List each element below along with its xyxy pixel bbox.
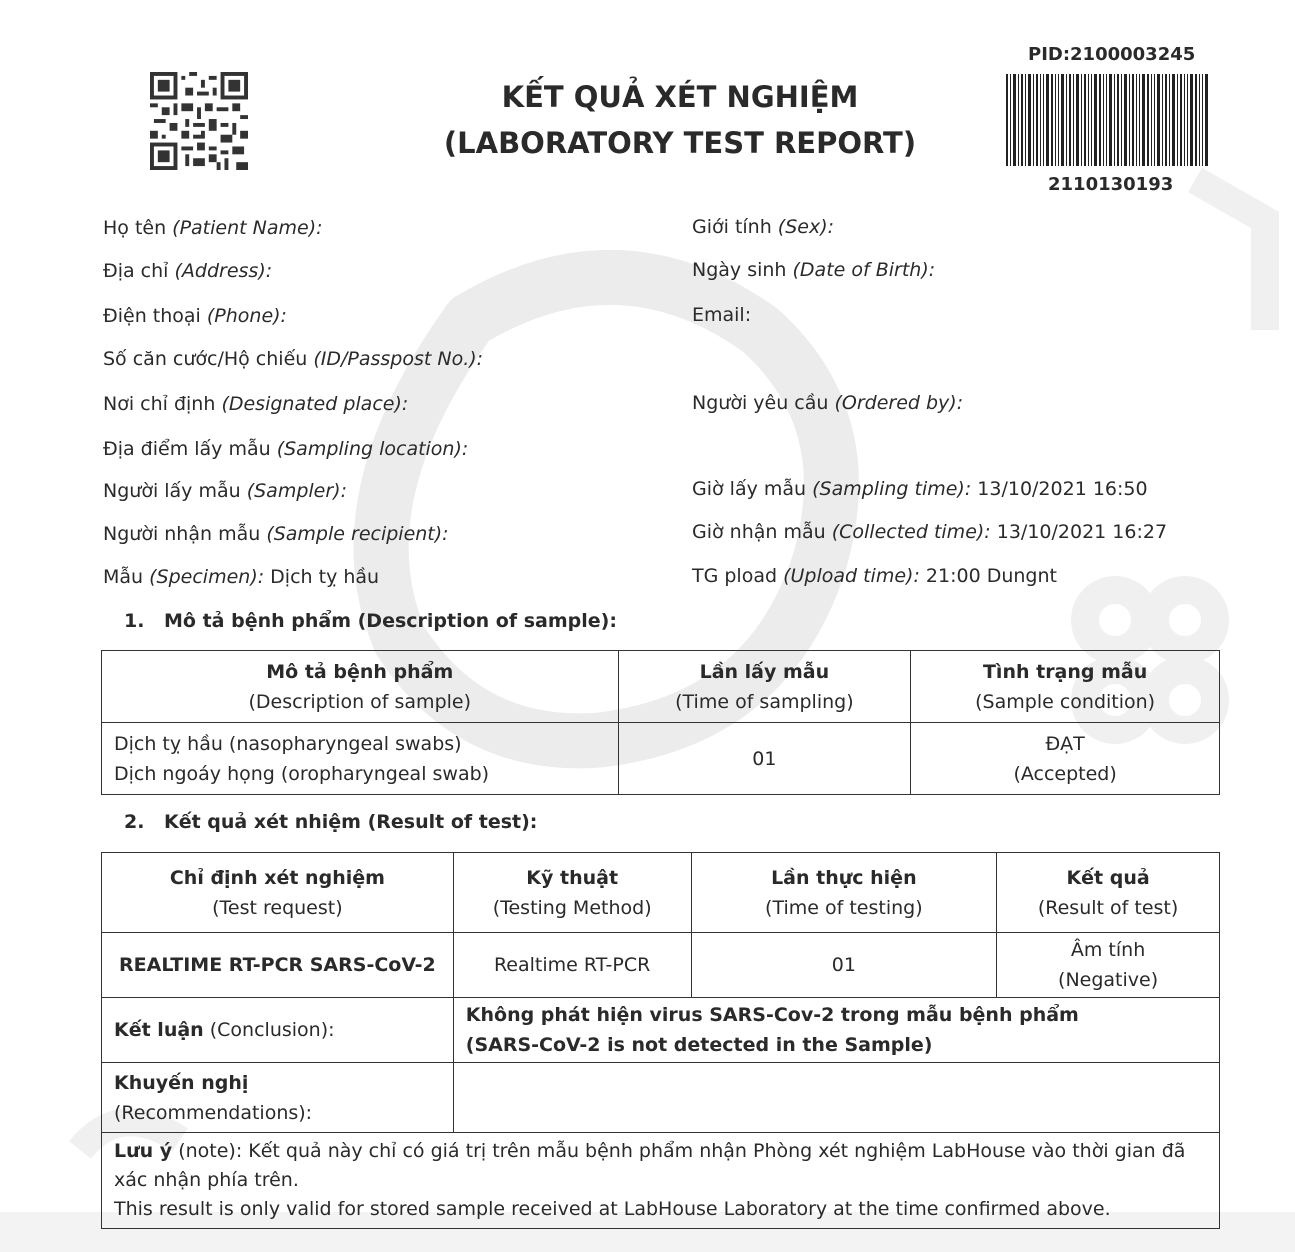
field-label-en: (Designated place): <box>221 393 409 415</box>
section1-heading <box>124 610 617 632</box>
conclusion-label-en: (Conclusion): <box>203 1019 335 1041</box>
header-cell <box>691 853 997 933</box>
note-line-3: This result is only valid for stored sample received at LabHouse Laboratory at the time confirmed above. <box>114 1198 1111 1220</box>
report-title-vi: KẾT QUẢ XÉT NGHIỆM <box>501 80 859 114</box>
field-label-en: (Upload time): <box>783 565 920 587</box>
section-title: Kết quả xét nhiệm (Result of test): <box>164 811 538 833</box>
field-label-en: (Sex): <box>777 216 835 238</box>
field-sex <box>692 216 834 238</box>
conclusion-row <box>102 998 1220 1063</box>
condition-vi: ĐẠT <box>1045 732 1085 755</box>
field-sampling-location <box>103 438 468 460</box>
header-cell <box>102 651 619 723</box>
field-upload-time <box>692 565 1057 587</box>
sampling-times-cell: 01 <box>618 723 911 795</box>
field-phone <box>103 305 287 327</box>
field-label-en: (ID/Passpost No.): <box>313 348 484 370</box>
field-label-en: (Collected time): <box>831 521 991 543</box>
barcode <box>1006 74 1209 166</box>
barcode-number: 2110130193 <box>1048 174 1174 195</box>
test-result-table <box>101 852 1220 1229</box>
header-en: (Testing Method) <box>492 896 652 919</box>
field-label-vi: Họ tên <box>103 217 173 239</box>
field-label-vi: Số căn cước/Hộ chiếu <box>103 348 314 370</box>
field-label-vi: Địa điểm lấy mẫu <box>103 438 277 460</box>
report-title-en: (LABORATORY TEST REPORT) <box>443 126 917 160</box>
field-label-vi: TG pload <box>692 565 784 587</box>
field-designated-place <box>103 393 408 415</box>
sample-description-table <box>101 650 1220 795</box>
recommendation-row <box>102 1063 1220 1133</box>
field-label-vi: Giờ nhận mẫu <box>692 521 832 543</box>
header-vi: Lần thực hiện <box>771 866 917 889</box>
qr-code <box>150 72 248 170</box>
testing-times-cell: 01 <box>691 933 997 998</box>
field-label-en: (Date of Birth): <box>792 259 936 281</box>
field-value: 21:00 Dungnt <box>919 565 1057 587</box>
header-cell <box>102 853 454 933</box>
field-label-en: (Phone): <box>206 305 287 327</box>
table-header-row <box>102 651 1220 723</box>
field-label-en: (Specimen): <box>149 566 265 588</box>
field-patient-name <box>103 217 323 239</box>
recommendation-label-en: (Recommendations): <box>114 1101 313 1124</box>
sample-condition-cell <box>911 723 1220 795</box>
section-title: Mô tả bệnh phẩm (Description of sample): <box>164 610 617 632</box>
patient-id: PID:2100003245 <box>1028 44 1196 65</box>
field-label-en: (Sampler): <box>246 480 347 502</box>
header-cell <box>911 651 1220 723</box>
header-en: (Sample condition) <box>975 690 1156 713</box>
field-label-vi: Địa chỉ <box>103 260 175 282</box>
header-vi: Kết quả <box>1066 866 1150 889</box>
header-vi: Lần lấy mẫu <box>699 660 830 683</box>
field-label-vi: Giới tính <box>692 216 778 238</box>
field-label-en: (Sample recipient): <box>266 523 449 545</box>
note-line-1: (note): Kết quả này chỉ có giá trị trên mẫu bệnh phẩm nhận Phòng xét nghiệm LabHouse vào thời gian đã <box>172 1140 1186 1162</box>
header-en: (Result of test) <box>1037 896 1179 919</box>
recommendation-value-cell <box>453 1063 1219 1133</box>
header-en: (Time of sampling) <box>675 690 854 713</box>
section-number: 1. <box>124 610 145 632</box>
header-cell <box>997 853 1220 933</box>
conclusion-text-en: (SARS-CoV-2 is not detected in the Sample) <box>465 1034 933 1056</box>
test-result-cell <box>997 933 1220 998</box>
note-line-2: xác nhận phía trên. <box>114 1169 299 1191</box>
field-label-vi: Mẫu <box>103 566 150 588</box>
field-id-passport <box>103 348 483 370</box>
field-sample-recipient <box>103 523 449 545</box>
field-label-vi: Người yêu cầu <box>692 392 835 414</box>
section2-heading <box>124 811 537 833</box>
conclusion-text-cell <box>453 998 1219 1063</box>
field-label-vi: Điện thoại <box>103 305 207 327</box>
field-label-en: (Sampling time): <box>812 478 972 500</box>
sample-desc-2: Dịch ngoáy họng (oropharyngeal swab) <box>114 762 490 785</box>
field-label-en: (Patient Name): <box>172 217 323 239</box>
table-header-row <box>102 853 1220 933</box>
field-address <box>103 260 272 282</box>
note-row <box>102 1133 1220 1229</box>
result-en: (Negative) <box>1058 969 1159 991</box>
header-vi: Kỹ thuật <box>526 866 619 889</box>
field-label-en: (Sampling location): <box>276 438 469 460</box>
field-label-en: (Address): <box>174 260 273 282</box>
recommendation-label-cell <box>102 1063 454 1133</box>
testing-method-cell: Realtime RT-PCR <box>453 933 691 998</box>
field-email <box>692 304 751 326</box>
header-vi: Mô tả bệnh phẩm <box>266 660 454 683</box>
table-row <box>102 723 1220 795</box>
condition-en: (Accepted) <box>1013 762 1117 785</box>
header-en: (Description of sample) <box>248 690 472 713</box>
field-ordered-by <box>692 392 963 414</box>
test-request-cell: REALTIME RT-PCR SARS-CoV-2 <box>102 933 454 998</box>
header-vi: Chỉ định xét nghiệm <box>169 866 385 889</box>
field-value: 13/10/2021 16:27 <box>990 521 1168 543</box>
field-sampling-time <box>692 478 1148 500</box>
field-label-en: (Ordered by): <box>834 392 964 414</box>
field-value: 13/10/2021 16:50 <box>971 478 1148 500</box>
note-label: Lưu ý <box>114 1140 173 1162</box>
field-label-vi: Email: <box>692 304 752 326</box>
table-row <box>102 933 1220 998</box>
header-en: (Time of testing) <box>765 896 923 919</box>
header-cell <box>453 853 691 933</box>
header-vi: Tình trạng mẫu <box>982 660 1148 683</box>
result-vi: Âm tính <box>1070 939 1146 961</box>
recommendation-label-vi: Khuyến nghị <box>114 1071 249 1094</box>
conclusion-label-cell <box>102 998 454 1063</box>
field-label-vi: Người nhận mẫu <box>103 523 267 545</box>
note-cell <box>102 1133 1220 1229</box>
field-label-vi: Ngày sinh <box>692 259 793 281</box>
field-specimen <box>103 566 379 588</box>
sample-description-cell <box>102 723 619 795</box>
section-number: 2. <box>124 811 145 833</box>
field-dob <box>692 259 935 281</box>
conclusion-text-vi: Không phát hiện virus SARS-Cov-2 trong mẫu bệnh phẩm <box>465 1004 1079 1026</box>
field-label-vi: Nơi chỉ định <box>103 393 222 415</box>
header-cell <box>618 651 911 723</box>
field-label-vi: Người lấy mẫu <box>103 480 247 502</box>
header-en: (Test request) <box>212 896 343 919</box>
field-collected-time <box>692 521 1167 543</box>
field-sampler <box>103 480 347 502</box>
sample-desc-1: Dịch tỵ hầu (nasopharyngeal swabs) <box>114 732 462 755</box>
field-label-vi: Giờ lấy mẫu <box>692 478 813 500</box>
conclusion-label-vi: Kết luận <box>114 1019 204 1041</box>
field-value: Dịch tỵ hầu <box>264 566 380 588</box>
